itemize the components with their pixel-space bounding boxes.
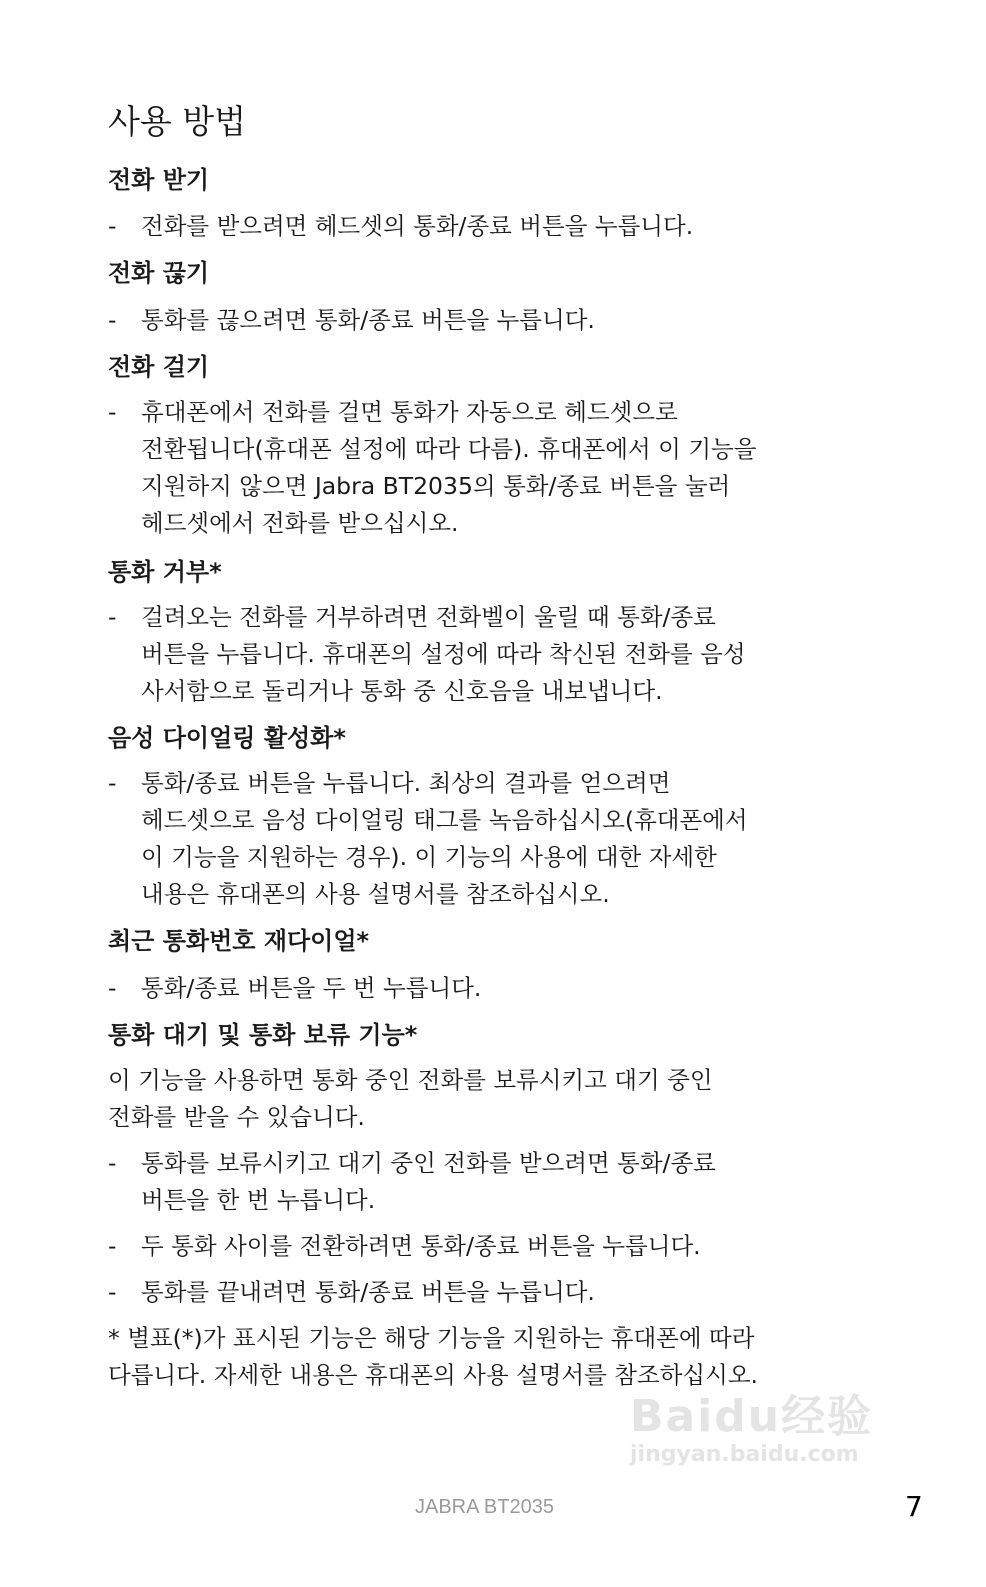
intro-paragraph	[108, 1062, 713, 1136]
dash: -	[108, 212, 117, 240]
text-line: 헤드셋에서 전화를 받으십시오.	[141, 509, 459, 537]
section-heading: 통화 거부*	[108, 558, 222, 586]
list-item	[108, 208, 908, 245]
footnote	[108, 1320, 758, 1394]
dash: -	[108, 769, 117, 797]
text-line: 전환됩니다(휴대폰 설정에 따라 다름). 휴대폰에서 이 기능을	[141, 435, 757, 463]
text-line: 이 기능을 지원하는 경우). 이 기능의 사용에 대한 자세한	[141, 843, 717, 871]
page-number: 7	[905, 1490, 923, 1523]
list-item	[108, 302, 908, 339]
text-line: 걸려오는 전화를 거부하려면 전화벨이 울릴 때 통화/종료	[141, 603, 716, 631]
text-line: 버튼을 한 번 누릅니다.	[141, 1186, 376, 1214]
text-line: 버튼을 누릅니다. 휴대폰의 설정에 따라 착신된 전화를 음성	[141, 640, 746, 668]
dash: -	[108, 1232, 117, 1260]
list-item	[108, 765, 908, 913]
list-item	[108, 1274, 908, 1311]
list-item	[108, 394, 908, 542]
section-heading: 전화 받기	[108, 166, 210, 194]
dash: -	[108, 398, 117, 426]
text-line: 사서함으로 돌리거나 통화 중 신호음을 내보냅니다.	[141, 677, 663, 705]
text-line: * 별표(*)가 표시된 기능은 해당 기능을 지원하는 휴대폰에 따라	[108, 1324, 755, 1352]
watermark-brand: Baidu经验	[630, 1391, 874, 1442]
text-line: 내용은 휴대폰의 사용 설명서를 참조하십시오.	[141, 880, 610, 908]
section-heading: 통화 대기 및 통화 보류 기능*	[108, 1021, 418, 1049]
text-line: 전화를 받을 수 있습니다.	[108, 1103, 365, 1131]
footer-product-name: JABRA BT2035	[415, 1496, 554, 1518]
text-line: 두 통화 사이를 전환하려면 통화/종료 버튼을 누릅니다.	[141, 1232, 701, 1260]
list-item	[108, 599, 908, 710]
text-line: 통화/종료 버튼을 누릅니다. 최상의 결과를 얻으려면	[141, 769, 671, 797]
watermark-url: jingyan.baidu.com	[630, 1442, 859, 1467]
baidu-watermark	[630, 1392, 873, 1468]
dash: -	[108, 974, 117, 1002]
text-line: 통화를 보류시키고 대기 중인 전화를 받으려면 통화/종료	[141, 1149, 716, 1177]
section-heading: 최근 통화번호 재다이얼*	[108, 927, 370, 955]
dash: -	[108, 1149, 117, 1177]
text-line: 다릅니다. 자세한 내용은 휴대폰의 사용 설명서를 참조하십시오.	[108, 1361, 758, 1389]
text-line: 통화를 끝내려면 통화/종료 버튼을 누릅니다.	[141, 1278, 595, 1306]
list-item	[108, 1228, 908, 1265]
text-line: 지원하지 않으면 Jabra BT2035의 통화/종료 버튼을 눌러	[141, 472, 731, 500]
text-line: 휴대폰에서 전화를 걸면 통화가 자동으로 헤드셋으로	[141, 398, 678, 426]
page-title: 사용 방법	[108, 102, 247, 141]
dash: -	[108, 306, 117, 334]
text-line: 이 기능을 사용하면 통화 중인 전화를 보류시키고 대기 중인	[108, 1066, 713, 1094]
text-line: 헤드셋으로 음성 다이얼링 태그를 녹음하십시오(휴대폰에서	[141, 806, 748, 834]
section-heading: 음성 다이얼링 활성화*	[108, 724, 346, 752]
dash: -	[108, 1278, 117, 1306]
text-line: 전화를 받으려면 헤드셋의 통화/종료 버튼을 누릅니다.	[141, 212, 694, 240]
list-item	[108, 1145, 908, 1219]
text-line: 통화를 끊으려면 통화/종료 버튼을 누릅니다.	[141, 306, 595, 334]
section-heading: 전화 끊기	[108, 259, 210, 287]
section-heading: 전화 걸기	[108, 353, 210, 381]
text-line: 통화/종료 버튼을 두 번 누릅니다.	[141, 974, 482, 1002]
list-item	[108, 970, 908, 1007]
dash: -	[108, 603, 117, 631]
